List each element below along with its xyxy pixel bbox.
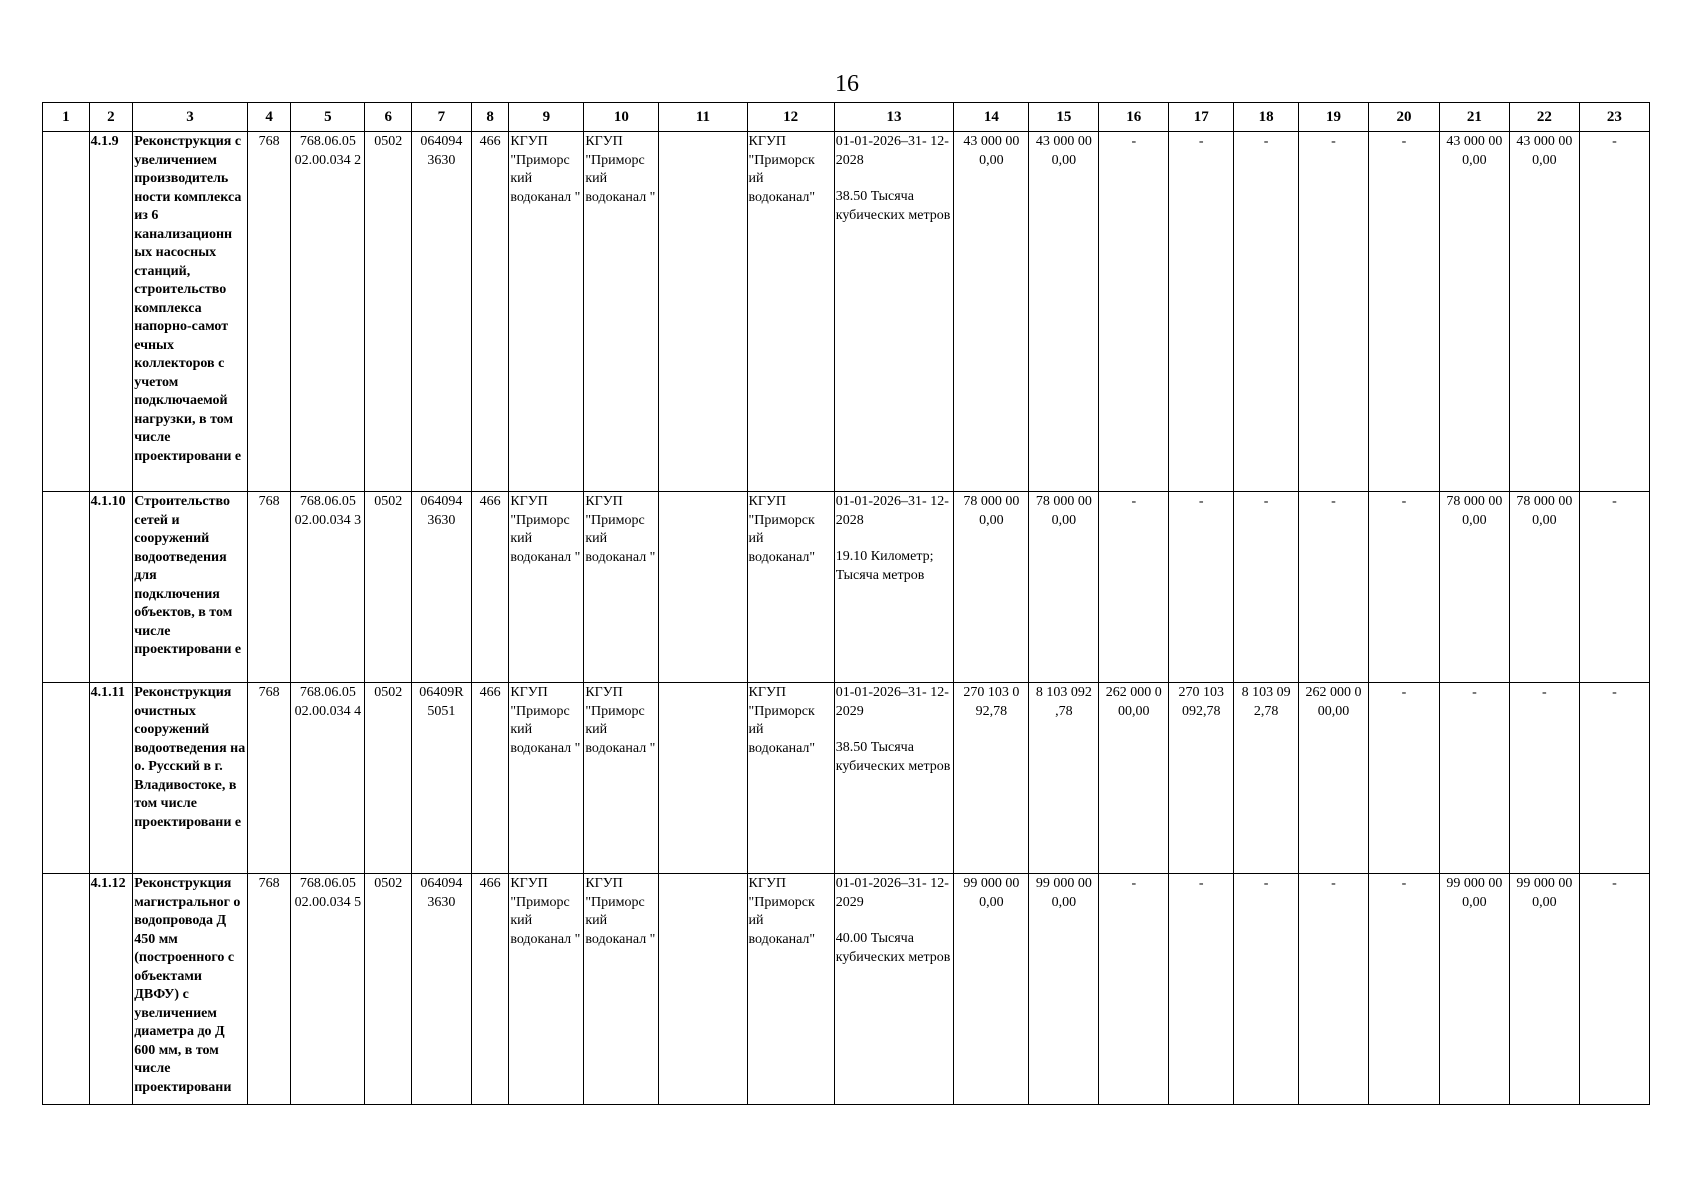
cell-col16: -: [1099, 874, 1169, 1105]
cell-col21: 78 000 00 0,00: [1439, 492, 1509, 683]
cell-col23: -: [1579, 492, 1649, 683]
column-header: 12: [747, 103, 834, 132]
cell-item-number: 4.1.12: [89, 874, 133, 1105]
cell-col19: 262 000 0 00,00: [1299, 683, 1369, 874]
cell-col1: [43, 132, 90, 492]
column-header: 21: [1439, 103, 1509, 132]
budget-table: [42, 102, 1650, 1105]
cell-col12: КГУП "Приморск ий водоканал": [747, 132, 834, 492]
cell-col9: КГУП "Приморс кий водоканал ": [509, 132, 584, 492]
cell-col7: 064094 3630: [412, 132, 472, 492]
page-number: 16: [835, 71, 859, 97]
cell-col11: [659, 874, 747, 1105]
cell-col19: -: [1299, 132, 1369, 492]
cell-col7: 064094 3630: [412, 874, 472, 1105]
cell-project-name: Реконструкция очистных сооружений водоотведения на о. Русский в г. Владивостоке, в том числе проектировани е: [133, 683, 248, 874]
cell-col22: 78 000 00 0,00: [1509, 492, 1579, 683]
cell-col22: 99 000 00 0,00: [1509, 874, 1579, 1105]
cell-col5: 768.06.05 02.00.034 5: [291, 874, 365, 1105]
cell-capacity: 38.50 Тысяча кубических метров: [835, 740, 951, 774]
cell-col17: -: [1169, 132, 1234, 492]
header-row: [43, 103, 1650, 132]
column-header: 16: [1099, 103, 1169, 132]
cell-col12: КГУП "Приморск ий водоканал": [747, 683, 834, 874]
cell-col9: КГУП "Приморс кий водоканал ": [509, 492, 584, 683]
cell-item-number: 4.1.10: [89, 492, 133, 683]
cell-col6: 0502: [365, 874, 412, 1105]
cell-col10: КГУП "Приморс кий водоканал ": [584, 492, 659, 683]
column-header: 6: [365, 103, 412, 132]
cell-col11: [659, 492, 747, 683]
column-header: 9: [509, 103, 584, 132]
cell-col15: 78 000 00 0,00: [1029, 492, 1099, 683]
column-header: 11: [659, 103, 747, 132]
cell-col14: 78 000 00 0,00: [954, 492, 1029, 683]
cell-project-name: Реконструкция с увеличением производитель ности комплекса из 6 канализационн ых насосных станций, строительство комплекса напорно-самот ечных коллекторов с учетом подключаемой нагрузки, в том числе проектировани е: [133, 132, 248, 492]
cell-col15: 8 103 092 ,78: [1029, 683, 1099, 874]
column-header: 20: [1368, 103, 1439, 132]
cell-project-name: Строительство сетей и сооружений водоотведения для подключения объектов, в том числе проектировани е: [133, 492, 248, 683]
cell-col13: [834, 874, 954, 1105]
cell-col20: -: [1368, 874, 1439, 1105]
column-header: 19: [1299, 103, 1369, 132]
cell-project-name: Реконструкция магистральног о водопровода Д 450 мм (построенного с объектами ДВФУ) с увеличением диаметра до Д 600 мм, в том числе проектировани: [133, 874, 248, 1105]
cell-col4: 768: [247, 683, 291, 874]
cell-col12: КГУП "Приморск ий водоканал": [747, 874, 834, 1105]
column-header: 17: [1169, 103, 1234, 132]
column-header: 13: [834, 103, 954, 132]
cell-col1: [43, 492, 90, 683]
cell-col17: -: [1169, 874, 1234, 1105]
cell-col9: КГУП "Приморс кий водоканал ": [509, 874, 584, 1105]
cell-dates: 01-01-2026–31- 12-2028: [835, 134, 949, 168]
cell-col14: 43 000 00 0,00: [954, 132, 1029, 492]
cell-col18: -: [1234, 132, 1299, 492]
table-row: [43, 132, 1650, 492]
table-row: [43, 492, 1650, 683]
cell-col8: 466: [471, 492, 509, 683]
cell-col16: -: [1099, 492, 1169, 683]
cell-col14: 270 103 0 92,78: [954, 683, 1029, 874]
cell-dates: 01-01-2026–31- 12-2028: [835, 494, 949, 528]
cell-col6: 0502: [365, 132, 412, 492]
cell-col7: 064094 3630: [412, 492, 472, 683]
cell-col22: 43 000 00 0,00: [1509, 132, 1579, 492]
cell-col23: -: [1579, 683, 1649, 874]
cell-col10: КГУП "Приморс кий водоканал ": [584, 874, 659, 1105]
table-row: [43, 683, 1650, 874]
cell-capacity: 19.10 Километр; Тысяча метров: [835, 549, 934, 583]
cell-col12: КГУП "Приморск ий водоканал": [747, 492, 834, 683]
cell-dates: 01-01-2026–31- 12-2029: [835, 685, 949, 719]
table-row: [43, 874, 1650, 1105]
column-header: 1: [43, 103, 90, 132]
column-header: 18: [1234, 103, 1299, 132]
cell-col16: 262 000 0 00,00: [1099, 683, 1169, 874]
cell-col18: -: [1234, 874, 1299, 1105]
column-header: 5: [291, 103, 365, 132]
cell-col8: 466: [471, 683, 509, 874]
cell-col15: 99 000 00 0,00: [1029, 874, 1099, 1105]
cell-col21: -: [1439, 683, 1509, 874]
cell-col19: -: [1299, 492, 1369, 683]
cell-col8: 466: [471, 874, 509, 1105]
cell-col21: 43 000 00 0,00: [1439, 132, 1509, 492]
cell-col1: [43, 874, 90, 1105]
cell-col4: 768: [247, 132, 291, 492]
cell-col11: [659, 132, 747, 492]
column-header: 14: [954, 103, 1029, 132]
cell-col13: [834, 492, 954, 683]
cell-col4: 768: [247, 492, 291, 683]
column-header: 10: [584, 103, 659, 132]
cell-col10: КГУП "Приморс кий водоканал ": [584, 132, 659, 492]
cell-col18: -: [1234, 492, 1299, 683]
cell-col5: 768.06.05 02.00.034 3: [291, 492, 365, 683]
column-header: 3: [133, 103, 248, 132]
cell-col23: -: [1579, 132, 1649, 492]
cell-col6: 0502: [365, 683, 412, 874]
cell-col4: 768: [247, 874, 291, 1105]
cell-col18: 8 103 09 2,78: [1234, 683, 1299, 874]
cell-col14: 99 000 00 0,00: [954, 874, 1029, 1105]
cell-col5: 768.06.05 02.00.034 4: [291, 683, 365, 874]
cell-col10: КГУП "Приморс кий водоканал ": [584, 683, 659, 874]
cell-col7: 06409R 5051: [412, 683, 472, 874]
cell-col1: [43, 683, 90, 874]
cell-col19: -: [1299, 874, 1369, 1105]
cell-col5: 768.06.05 02.00.034 2: [291, 132, 365, 492]
cell-item-number: 4.1.9: [89, 132, 133, 492]
cell-col20: -: [1368, 683, 1439, 874]
cell-col17: 270 103 092,78: [1169, 683, 1234, 874]
column-header: 22: [1509, 103, 1579, 132]
column-header: 7: [412, 103, 472, 132]
column-header: 2: [89, 103, 133, 132]
cell-col20: -: [1368, 132, 1439, 492]
column-header: 4: [247, 103, 291, 132]
cell-col21: 99 000 00 0,00: [1439, 874, 1509, 1105]
cell-capacity: 40.00 Тысяча кубических метров: [835, 931, 951, 965]
cell-col9: КГУП "Приморс кий водоканал ": [509, 683, 584, 874]
cell-col8: 466: [471, 132, 509, 492]
cell-capacity: 38.50 Тысяча кубических метров: [835, 189, 951, 223]
cell-col17: -: [1169, 492, 1234, 683]
cell-col20: -: [1368, 492, 1439, 683]
cell-col23: -: [1579, 874, 1649, 1105]
cell-col13: [834, 132, 954, 492]
cell-item-number: 4.1.11: [89, 683, 133, 874]
cell-col22: -: [1509, 683, 1579, 874]
cell-col13: [834, 683, 954, 874]
cell-col6: 0502: [365, 492, 412, 683]
column-header: 8: [471, 103, 509, 132]
column-header: 23: [1579, 103, 1649, 132]
cell-col15: 43 000 00 0,00: [1029, 132, 1099, 492]
cell-dates: 01-01-2026–31- 12-2029: [835, 876, 949, 910]
cell-col11: [659, 683, 747, 874]
column-header: 15: [1029, 103, 1099, 132]
cell-col16: -: [1099, 132, 1169, 492]
